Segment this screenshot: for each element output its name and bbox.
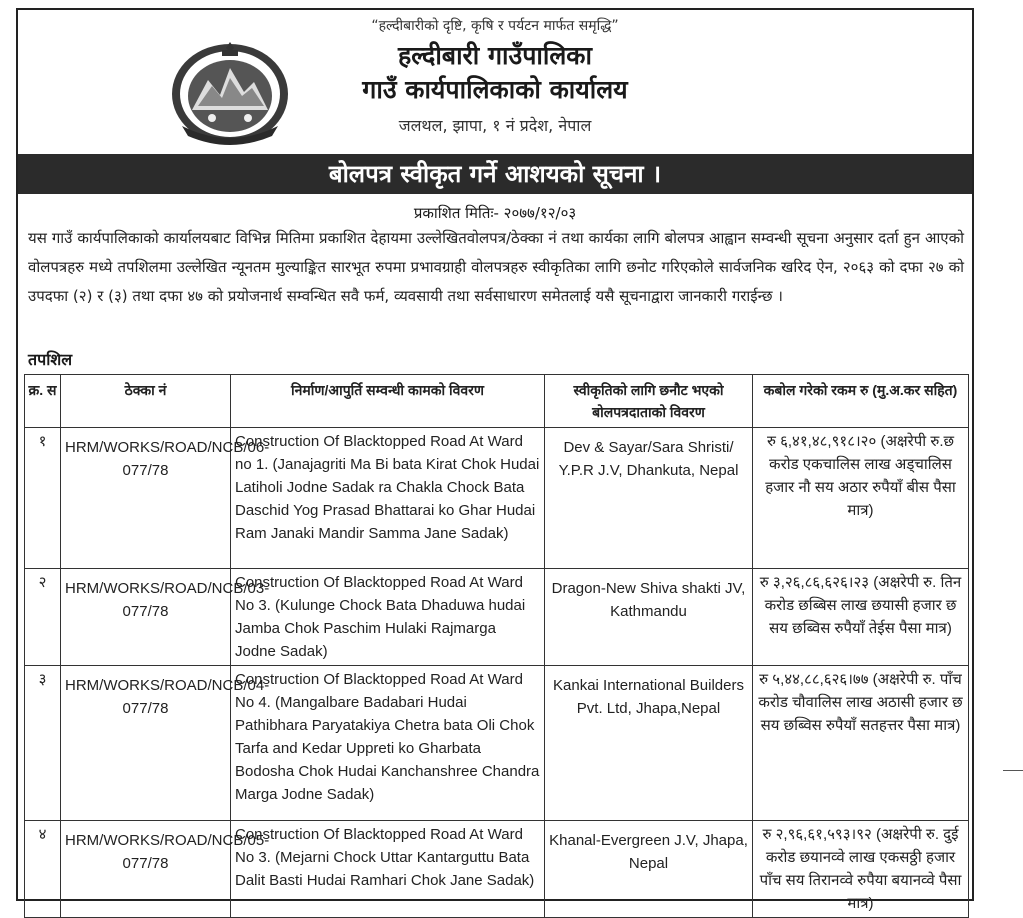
cell-contract-no: HRM/WORKS/ROAD/NCB/05-077/78	[61, 821, 231, 918]
cell-bidder: Khanal-Evergreen J.V, Jhapa, Nepal	[545, 821, 753, 918]
cell-bidder: Dragon-New Shiva shakti JV, Kathmandu	[545, 569, 753, 666]
table-row	[25, 821, 969, 918]
cell-sn: १	[25, 428, 61, 569]
bid-table	[24, 374, 969, 918]
cell-amount: रु ६,४१,४८,९१८।२० (अक्षरेपी रु.छ करोड एकचालिस लाख अड्चालिस हजार नौ सय अठार रुपैयाँ बीस पैसा मात्र)	[753, 428, 969, 569]
notice-title: बोलपत्र स्वीकृत गर्ने आशयको सूचना ।	[18, 154, 972, 194]
cell-description: Construction Of Blacktopped Road At Ward no 1. (Janajagriti Ma Bi bata Kirat Chok Hudai Latiholi Jodne Sadak ra Chakla Chock Bata Daschid Yog Prasad Bhattarai ko Ghar Hudai Ram Janaki Mandir Samma Jane Sadak)	[231, 428, 545, 569]
header-sn: क्र. स	[25, 375, 61, 428]
cell-sn: ४	[25, 821, 61, 918]
cell-description: Construction Of Blacktopped Road At Ward No 3. (Mejarni Chock Uttar Kantarguttu Bata Dalit Basti Hudai Ramhari Chok Jane Sadak)	[231, 821, 545, 918]
table-row	[25, 666, 969, 821]
cell-sn: २	[25, 569, 61, 666]
cell-bidder: Kankai International Builders Pvt. Ltd, Jhapa,Nepal	[545, 666, 753, 821]
table-row	[25, 428, 969, 569]
cell-amount: रु २,९६,६१,५९३।९२ (अक्षरेपी रु. दुई करोड छयानव्वे लाख एकसठ्ठी हजार पाँच सय तिरानव्वे रुपैया बयानव्वे पैसा मात्र)	[753, 821, 969, 918]
cell-amount: रु ५,४४,८८,६२६।७७ (अक्षरेपी रु. पाँच करोड चौवालिस लाख अठासी हजार छ सय छब्विस रुपैयाँ सतहत्तर पैसा मात्र)	[753, 666, 969, 821]
cell-contract-no: HRM/WORKS/ROAD/NCB/04-077/78	[61, 666, 231, 821]
cell-description: Construction Of Blacktopped Road At Ward No 3. (Kulunge Chock Bata Dhaduwa hudai Jamba Chok Paschim Hulaki Rajmarga Jodne Sadak)	[231, 569, 545, 666]
table-header-row	[25, 375, 969, 428]
cell-bidder: Dev & Sayar/Sara Shristi/ Y.P.R J.V, Dhankuta, Nepal	[545, 428, 753, 569]
header-contract-no: ठेक्का नं	[61, 375, 231, 428]
header-bidder: स्वीकृतिको लागि छनौट भएको बोलपत्रदाताको विवरण	[545, 375, 753, 428]
cell-sn: ३	[25, 666, 61, 821]
table-row	[25, 569, 969, 666]
notice-frame	[16, 8, 974, 912]
header-description: निर्माण/आपुर्ति सम्वन्धी कामको विवरण	[231, 375, 545, 428]
section-label: तपशिल	[28, 350, 73, 369]
org-name: हल्दीबारी गाउँपालिका	[398, 41, 592, 70]
address: जलथल, झापा, १ नं प्रदेश, नेपाल	[398, 116, 592, 135]
cell-description: Construction Of Blacktopped Road At Ward No 4. (Mangalbare Badabari Hudai Pathibhara Paryatakiya Chetra bata Oli Chok Tarfa and Kedar Uppreti ko Gharbata Bodosha Chok Hudai Kanchanshree Chandra Marga Jodne Sadak)	[231, 666, 545, 821]
header-amount: कबोल गरेको रकम रु (मु.अ.कर सहित)	[753, 375, 969, 428]
divider	[1003, 770, 1023, 771]
cell-contract-no: HRM/WORKS/ROAD/NCB/06-077/78	[61, 428, 231, 569]
cell-amount: रु ३,२६,८६,६२६।२३ (अक्षरेपी रु. तिन करोड छब्बिस लाख छयासी हजार छ सय छब्विस रुपैयाँ तेईस पैसा मात्र)	[753, 569, 969, 666]
slogan: “हल्दीबारीको दृष्टि, कृषि र पर्यटन मार्फत समृद्धि”	[371, 18, 619, 34]
notice-body: यस गाउँ कार्यपालिकाको कार्यालयबाट विभिन्न मितिमा प्रकाशित देहायमा उल्लेखितवोलपत्र/ठेक्का नं तथा कार्यका लागि बोलपत्र आह्वान सम्वन्धी सूचना अनुसार दर्ता हुन आएको वोलपत्रहरु मध्ये तपशिलमा उल्लेखित न्यूनतम मुल्याङ्कित सारभूत रुपमा प्रभावग्राही वोलपत्रहरु स्वीकृतिका लागि छनोट गरिएकोले सार्वजनिक खरिद ऐन, २०६३ को दफा २७ को उपदफा (२) र (३) तथा दफा ४७ को प्रयोजनार्थ सम्वन्धित सवै फर्म, व्यवसायी तथा सर्वसाधारण समेतलाई यसै सूचनाद्वारा जानकारी गराईन्छ ।	[28, 229, 964, 305]
published-date: प्रकाशित मितिः- २०७७/१२/०३	[413, 204, 577, 222]
cell-contract-no: HRM/WORKS/ROAD/NCB/03-077/78	[61, 569, 231, 666]
office-name: गाउँ कार्यपालिकाको कार्यालय	[362, 75, 628, 104]
